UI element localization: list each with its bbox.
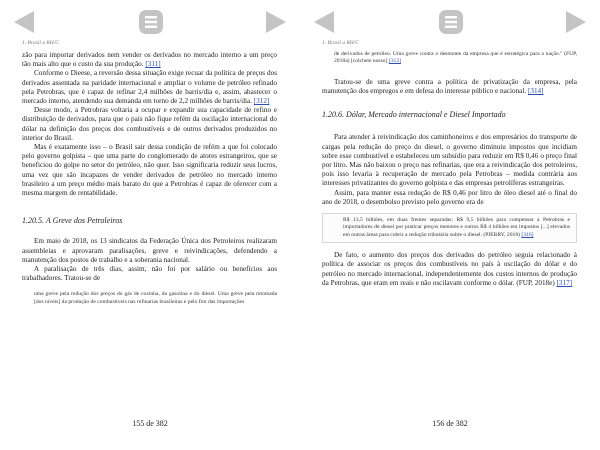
page-body	[22, 51, 277, 306]
page-nav	[0, 8, 300, 36]
page-body	[322, 51, 577, 288]
paragraph: zão para importar derivados nem vender os derivados no mercado interno a um preço tão mais alto que o custo da sua produção. [311]	[22, 51, 277, 69]
footnote-ref-link[interactable]: [312]	[253, 97, 270, 106]
citation-box: R$ 13,5 bilhões, em duas frentes separadas: R$ 9,5 bilhões para compensar a Petrobras e importadores de diesel por praticar preços menores e outros R$ 4 bilhões em impostos [...] elevados em outras áreas para cobrir a redução tributária sobre o diesel. (PIERRY, 2018) [316]	[322, 213, 577, 243]
list-menu-icon[interactable]	[437, 8, 465, 36]
list-menu-icon[interactable]	[137, 8, 165, 36]
page-number: 155 de 382	[132, 419, 168, 428]
footnote-ref-link[interactable]: [314]	[527, 87, 544, 96]
page-number: 156 de 382	[432, 419, 468, 428]
block-quote: uma greve pela redução dos preços do gás de cozinha, da gasolina e do diesel. Uma greve pela retomada [dos níveis] da produção de combustíveis nas refinarias brasileiras e pelo fim das importações	[34, 291, 277, 305]
paragraph: Assim, para manter essa redução de R$ 0,46 por litro de óleo diesel até o final do ano de 2018, o desembolso previsto pelo governo era de	[322, 188, 577, 206]
section-heading: 1.20.6. Dólar, Mercado internacional e Diesel Importado	[322, 110, 506, 120]
paragraph: Em maio de 2018, os 13 sindicatos da Federação Única dos Petroleiros realizaram assembleias e aprovaram paralisações, greve e reivindicações, defendendo a manutenção dos postos de trabalho e a soberania nacional.	[22, 237, 277, 264]
triangle-left-icon[interactable]	[10, 8, 38, 36]
paragraph: Conforme o Dieese, a reversão dessa situação exige recuar da política de preços dos derivados assentada na paridade internacional e ampliar o volume de petróleo refinado pela Petrobras, que é capaz de refinar 2,4 milhões de barris/dia e, assim, abastecer o mercado interno, atendendo sua demanda em torno de 2,2 milhões de barris/dia. [312]	[22, 69, 277, 106]
footnote-ref-link[interactable]: [313]	[388, 58, 401, 65]
running-head: 1. Brasil a RH/C	[322, 40, 359, 46]
footnote-ref-link[interactable]: [317]	[556, 278, 573, 287]
footnote-ref-link[interactable]: [311]	[145, 60, 161, 69]
page-nav	[300, 8, 600, 36]
running-head: 1. Brasil a RH/C	[22, 40, 59, 46]
block-quote: de derivados de petróleo. Uma greve contra o desmonte da empresa que é estratégica para a nação." (FUP, 2018a) [colchete nosso] [313]	[334, 51, 577, 65]
page-right	[300, 0, 600, 450]
paragraph: Tratou-se de uma greve contra a política de privatização da empresa, pela manutenção dos empregos e em defesa do interesse público e nacional. [314]	[322, 77, 577, 96]
footnote-ref-link[interactable]: [316]	[521, 231, 534, 238]
paragraph: A paralisação de três dias, assim, não foi por salário ou benefícios aos trabalhadores. Tratou-se de	[22, 265, 277, 283]
paragraph: Mas é exatamente isso – o Brasil sair dessa condição de refém a que foi colocado pelo governo golpista – que uma parte do conglomerado de atores estrangeiros, que se beneficiou do golpe no setor do petróleo, não quer. Isso significaria reduzir seus lucros, uma vez que são incapazes de vender derivados de petróleo no mercado interno brasileiro a um preço médio mais barato do que a Petrobras é capaz de oferecer com a mesma margem de rentabilidade.	[22, 143, 277, 198]
section-heading: 1.20.5. A Greve dos Petroleiros	[22, 216, 123, 226]
paragraph: De fato, o aumento dos preços dos derivados do petróleo seguia relacionado à política de associar os preços dos combustíveis no país à oscilação do dólar e do petróleo no mercado internacional, independentemente dos custos internos de produção da Petrobras, que eram em reais e não oscilavam conforme o dólar. (FUP, 2018e) [317]	[322, 251, 577, 287]
triangle-left-icon[interactable]	[310, 8, 338, 36]
paragraph: Para atender à reivindicação dos caminhoneiros e dos empresários do transporte de cargas pela redução do preço do diesel, o governo diminuiu impostos que incidiam sobre esse combustível e estabeleceu um subsídio para reduzir em R$ 0,46 o preço final por litro. Mas não baixou o preço nas refinarias, que era a reivindicação dos petroleiros, pois isso levaria à recuperação de mercado pela Petrobras – medida contrária aos interesses privatizantes do governo golpista e das empresas petrolíferas estrangeiras.	[322, 133, 577, 188]
paragraph: Desse modo, a Petrobras voltaria a ocupar e expandir sua capacidade de refino e distribuição de derivados, para que o país não fique refém da oscilação internacional do dólar na definição dos preços dos combustíveis e de outros derivados produzidos no interior do Brasil.	[22, 106, 277, 142]
triangle-right-icon[interactable]	[562, 8, 590, 36]
triangle-right-icon[interactable]	[262, 8, 290, 36]
